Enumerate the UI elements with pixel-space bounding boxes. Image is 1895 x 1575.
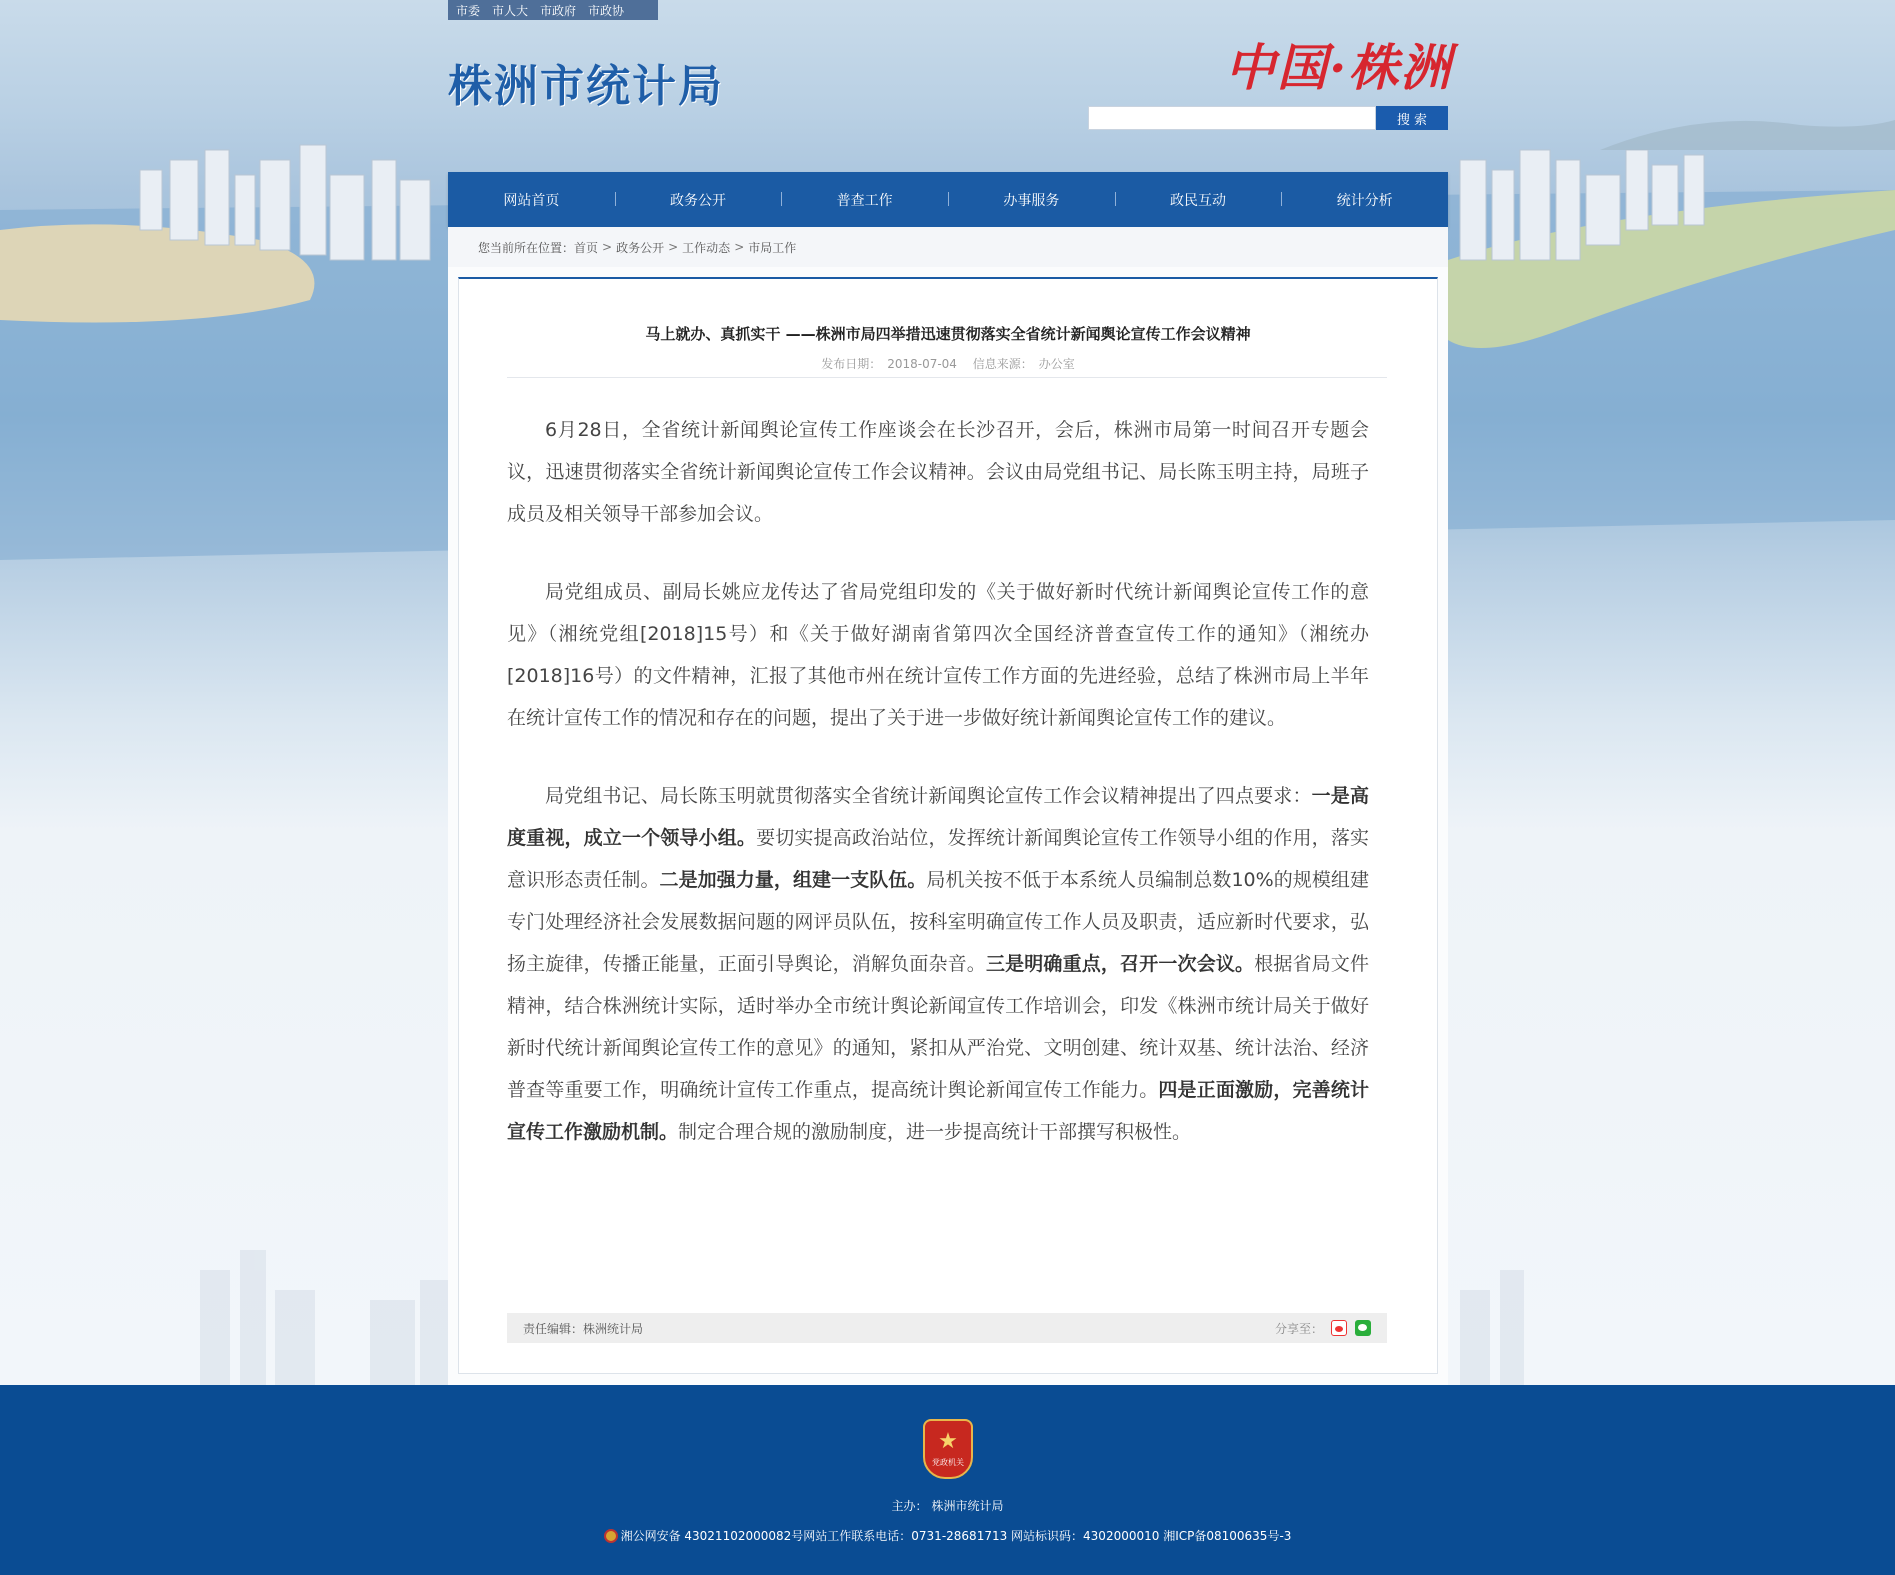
- breadcrumb-separator: >: [668, 240, 679, 254]
- title-divider: [507, 377, 1387, 378]
- site-title[interactable]: 株洲市统计局: [448, 61, 724, 112]
- source-label: 信息来源：: [972, 357, 1033, 371]
- top-link-peoples-congress[interactable]: 市人大: [492, 3, 529, 18]
- breadcrumb-work-news[interactable]: 工作动态: [682, 240, 731, 255]
- nav-statistical-analysis[interactable]: 统计分析: [1281, 190, 1448, 210]
- editor-label: 责任编辑：: [523, 1321, 584, 1336]
- date-label: 发布日期：: [821, 357, 882, 371]
- search-input[interactable]: [1088, 106, 1376, 130]
- top-link-cppcc[interactable]: 市政协: [588, 3, 625, 18]
- publish-date: 2018-07-04: [887, 357, 957, 371]
- top-links-bar: [448, 0, 658, 20]
- top-link-municipal-committee[interactable]: 市委: [456, 3, 481, 18]
- requirement-3-text: 根据省局文件精神，结合株洲统计实际，适时举办全市统计舆论新闻宣传工作培训会，印发《株洲市统计局关于做好新时代统计新闻舆论宣传工作的意见》的通知，紧扣从严治党、文明创建、统计双基、统计法治、经济普查等重要工作，明确统计宣传工作重点，提高统计舆论新闻宣传工作能力。: [507, 953, 1369, 1101]
- breadcrumb-separator: >: [734, 240, 745, 254]
- search-box: [1088, 106, 1448, 130]
- host-label: 主办：: [891, 1499, 928, 1513]
- record-line: [0, 1527, 1895, 1544]
- host-line: [0, 1497, 1895, 1514]
- breadcrumb-prefix: 您当前所在位置：: [478, 240, 575, 255]
- article-meta: [459, 355, 1437, 372]
- breadcrumb: [448, 227, 1448, 267]
- search-button[interactable]: 搜 索: [1376, 106, 1448, 130]
- paragraph-3-intro: 局党组书记、局长陈玉明就贯彻落实全省统计新闻舆论宣传工作会议精神提出了四点要求：: [545, 785, 1312, 807]
- article-source: 办公室: [1038, 357, 1075, 371]
- paragraph-1: 6月28日，全省统计新闻舆论宣传工作座谈会在长沙召开，会后，株洲市局第一时间召开专题会议，迅速贯彻落实全省统计新闻舆论宣传工作会议精神。会议由局党组书记、局长陈玉明主持，局班子成员及相关领导干部参加会议。: [507, 419, 1369, 525]
- breadcrumb-home[interactable]: 首页: [574, 240, 599, 255]
- weibo-icon[interactable]: [1331, 1320, 1347, 1336]
- paragraph-2: 局党组成员、副局长姚应龙传达了省局党组印发的《关于做好新时代统计新闻舆论宣传工作的意见》（湘统党组[2018]15号）和《关于做好湖南省第四次全国经济普查宣传工作的通知》（湘统办[2018]16号）的文件精神，汇报了其他市州在统计宣传工作方面的先进经验，总结了株洲市局上半年在统计宣传工作的情况和存在的问题，提出了关于进一步做好统计新闻舆论宣传工作的建议。: [507, 581, 1369, 729]
- main-nav: [448, 172, 1448, 227]
- badge-label: 党政机关: [932, 1457, 964, 1467]
- nav-census-work[interactable]: 普查工作: [781, 190, 948, 210]
- breadcrumb-separator: >: [602, 240, 613, 254]
- requirement-2: 二是加强力量，组建一支队伍。: [659, 869, 927, 891]
- editor-bar: [507, 1313, 1387, 1343]
- main-container: [448, 267, 1448, 1385]
- nav-services[interactable]: 办事服务: [948, 190, 1115, 210]
- paragraph-3: [507, 775, 1369, 1153]
- editor-name: 株洲统计局: [583, 1321, 644, 1336]
- requirement-3: 三是明确重点，召开一次会议。: [985, 953, 1255, 975]
- article-body: [507, 409, 1369, 1189]
- nav-home[interactable]: 网站首页: [503, 192, 560, 209]
- brand-logo: 中国·株洲: [1225, 38, 1453, 97]
- share-group: [1275, 1320, 1371, 1337]
- wechat-icon[interactable]: [1355, 1320, 1371, 1336]
- footer: [0, 1385, 1895, 1575]
- requirement-1: 一是高度重视，成立一个领导小组。: [507, 785, 1369, 849]
- share-label: 分享至：: [1274, 1321, 1323, 1336]
- article-title: 马上就办、真抓实干 ——株洲市局四举措迅速贯彻落实全省统计新闻舆论宣传工作会议精神: [645, 325, 1251, 343]
- article-panel: [458, 277, 1438, 1374]
- police-badge-icon: [604, 1529, 618, 1543]
- requirement-1-text: 要切实提高政治站位，发挥统计新闻舆论宣传工作领导小组的作用，落实意识形态责任制。: [507, 827, 1369, 891]
- requirement-2-text: 局机关按不低于本系统人员编制总数10%的规模组建专门处理经济社会发展数据问题的网评员队伍，按科室明确宣传工作人员及职责，适应新时代要求，弘扬主旋律，传播正能量，正面引导舆论，消解负面杂音。: [507, 869, 1369, 975]
- nav-interaction[interactable]: 政民互动: [1115, 190, 1282, 210]
- host-name: 株洲市统计局: [931, 1499, 1004, 1513]
- party-government-badge[interactable]: [923, 1419, 973, 1479]
- breadcrumb-bureau-work[interactable]: 市局工作: [748, 240, 797, 255]
- breadcrumb-government-affairs[interactable]: 政务公开: [616, 240, 665, 255]
- record-text[interactable]: 湘公网安备 43021102000082号网站工作联系电话：0731-28681713 网站标识码：4302000010 湘ICP备08100635号-3: [620, 1529, 1292, 1543]
- requirement-4: 四是正面激励，完善统计宣传工作激励机制。: [507, 1079, 1369, 1143]
- nav-government-affairs[interactable]: 政务公开: [615, 190, 782, 210]
- star-icon: ★: [938, 1428, 958, 1454]
- top-link-municipal-government[interactable]: 市政府: [540, 3, 577, 18]
- requirement-4-text: 制定合理合规的激励制度，进一步提高统计干部撰写积极性。: [678, 1121, 1192, 1143]
